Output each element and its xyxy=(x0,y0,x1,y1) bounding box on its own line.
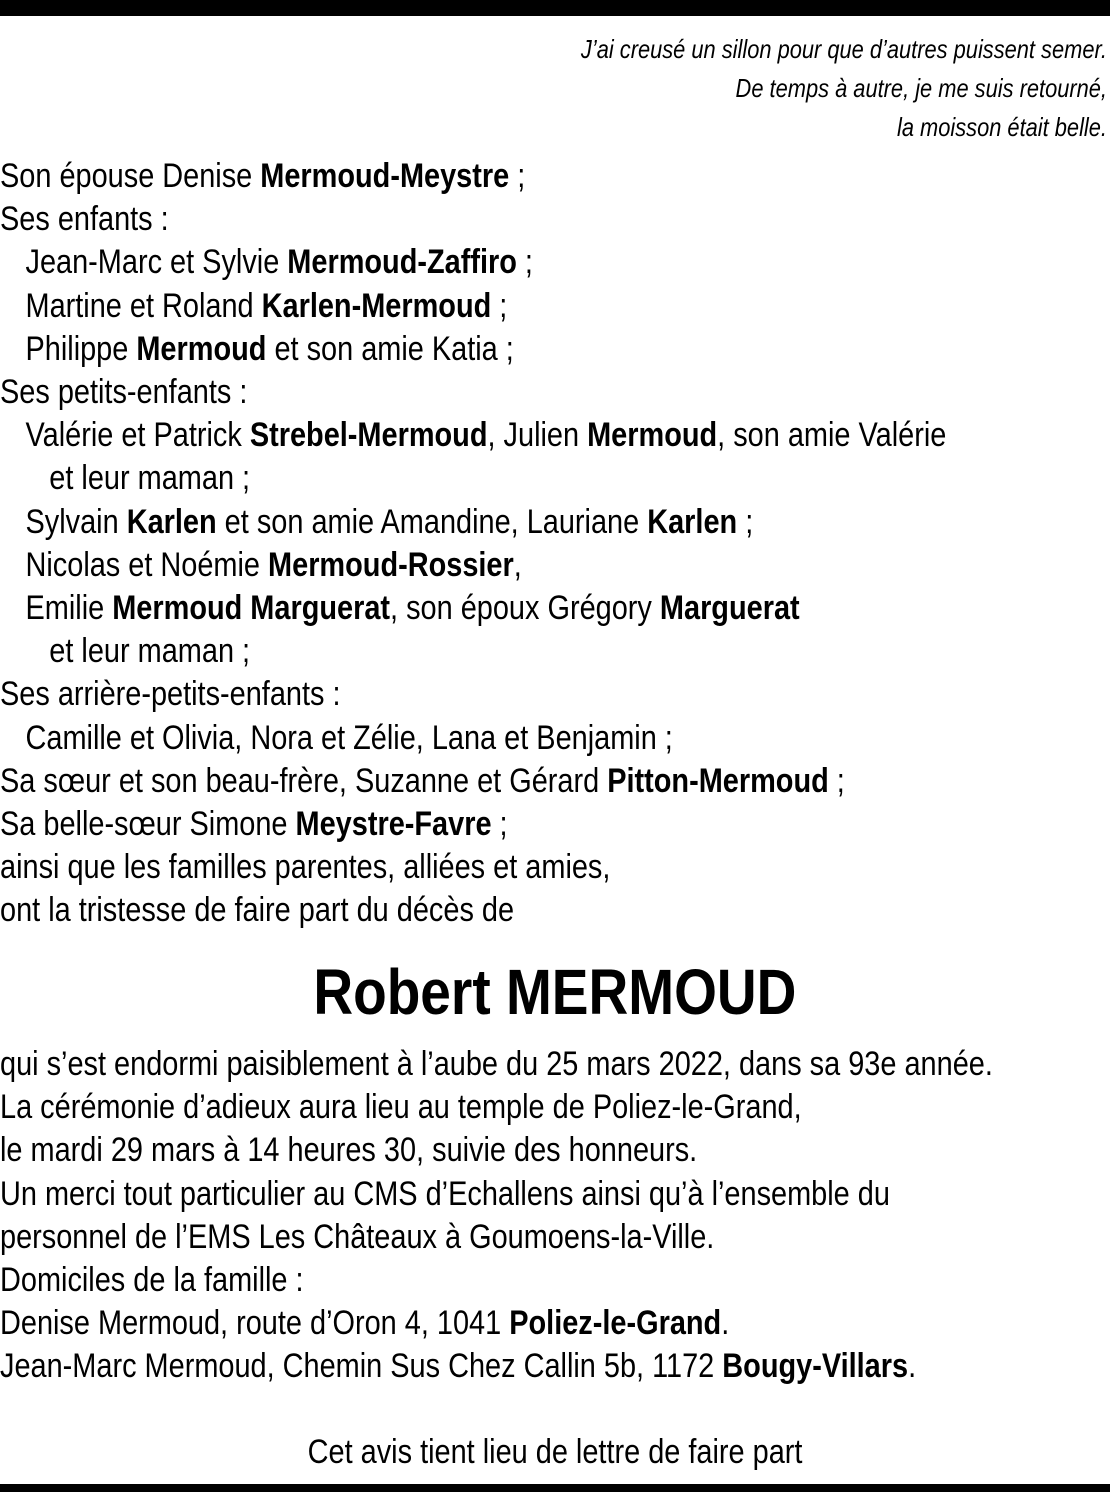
surname: Karlen xyxy=(126,502,217,541)
surname: Mermoud-Rossier xyxy=(268,545,514,584)
child-line: Martine et Roland Karlen-Mermoud ; xyxy=(25,286,508,325)
epigraph-line: De temps à autre, je me suis retourné, xyxy=(735,73,1107,103)
announcement-line: ont la tristesse de faire part du décès de xyxy=(0,891,515,930)
grandchild-line: Sylvain Karlen et son amie Amandine, Lauriane Karlen ; xyxy=(25,502,754,541)
surname: Karlen xyxy=(647,502,738,541)
place-name: Bougy-Villars xyxy=(722,1347,909,1386)
epigraph-line: la moisson était belle. xyxy=(896,112,1107,142)
surname: Mermoud-Zaffiro xyxy=(287,243,517,282)
domicile-line: Jean-Marc Mermoud, Chemin Sus Chez Callin 5b, 1172 Bougy-Villars. xyxy=(0,1347,917,1386)
others-line: ainsi que les familles parentes, alliées et amies, xyxy=(0,848,611,887)
surname: Mermoud xyxy=(587,416,718,455)
footer-note: Cet avis tient lieu de lettre de faire part xyxy=(307,1433,803,1471)
surname: Mermoud-Meystre xyxy=(260,157,510,195)
surname: Strebel-Mermoud xyxy=(249,416,488,455)
surname: Marguerat xyxy=(659,589,800,628)
bottom-rule xyxy=(0,1484,1110,1492)
domicile-line: Denise Mermoud, route d’Oron 4, 1041 Poliez-le-Grand. xyxy=(0,1304,730,1343)
surname: Karlen-Mermoud xyxy=(261,286,492,325)
grandchildren-heading: Ses petits-enfants : xyxy=(0,373,248,412)
top-rule xyxy=(0,0,1110,16)
footer-note-block xyxy=(0,1430,1110,1474)
thanks-line: personnel de l’EMS Les Châteaux à Goumoens-la-Ville. xyxy=(0,1217,715,1256)
family-list xyxy=(0,155,1109,933)
passing-line: qui s’est endormi paisiblement à l’aube du 25 mars 2022, dans sa 93e année. xyxy=(0,1045,993,1083)
surname: Pitton-Mermoud xyxy=(607,761,829,800)
grandchild-line: Valérie et Patrick Strebel-Mermoud, Julien Mermoud, son amie Valérie xyxy=(25,416,947,455)
spouse-line: Son épouse Denise Mermoud-Meystre ; xyxy=(0,157,526,195)
great-grandchildren-line: Camille et Olivia, Nora et Zélie, Lana et Benjamin ; xyxy=(25,718,673,757)
surname: Meystre-Favre xyxy=(295,805,492,844)
grandchild-line-continuation: et leur maman ; xyxy=(49,459,251,498)
great-grandchildren-heading: Ses arrière-petits-enfants : xyxy=(0,675,341,714)
child-line: Jean-Marc et Sylvie Mermoud-Zaffiro ; xyxy=(25,243,533,282)
surname: Mermoud xyxy=(136,329,267,368)
sister-line: Sa sœur et son beau-frère, Suzanne et Gérard Pitton-Mermoud ; xyxy=(0,761,845,800)
epigraph-line: J’ai creusé un sillon pour que d’autres puissent semer. xyxy=(580,34,1107,64)
child-line: Philippe Mermoud et son amie Katia ; xyxy=(25,329,514,368)
place-name: Poliez-le-Grand xyxy=(509,1304,722,1343)
ceremony-line: La cérémonie d’adieux aura lieu au temple de Poliez-le-Grand, xyxy=(0,1088,802,1127)
grandchild-line: Emilie Mermoud Marguerat, son époux Grégory Marguerat xyxy=(25,589,800,628)
thanks-line: Un merci tout particulier au CMS d’Echallens ainsi qu’à l’ensemble du xyxy=(0,1174,890,1213)
domiciles-heading: Domiciles de la famille : xyxy=(0,1261,304,1300)
children-heading: Ses enfants : xyxy=(0,200,169,239)
grandchild-line: Nicolas et Noémie Mermoud-Rossier, xyxy=(25,545,522,584)
details-block xyxy=(0,1043,1109,1389)
surname: Mermoud Marguerat xyxy=(112,589,391,628)
grandchild-line-continuation: et leur maman ; xyxy=(49,632,251,671)
epigraph xyxy=(351,30,1107,147)
sister-in-law-line: Sa belle-sœur Simone Meystre-Favre ; xyxy=(0,805,508,844)
ceremony-line: le mardi 29 mars à 14 heures 30, suivie des honneurs. xyxy=(0,1131,698,1170)
deceased-name: Robert MERMOUD xyxy=(313,956,797,1028)
deceased-name-block xyxy=(0,956,1110,1028)
